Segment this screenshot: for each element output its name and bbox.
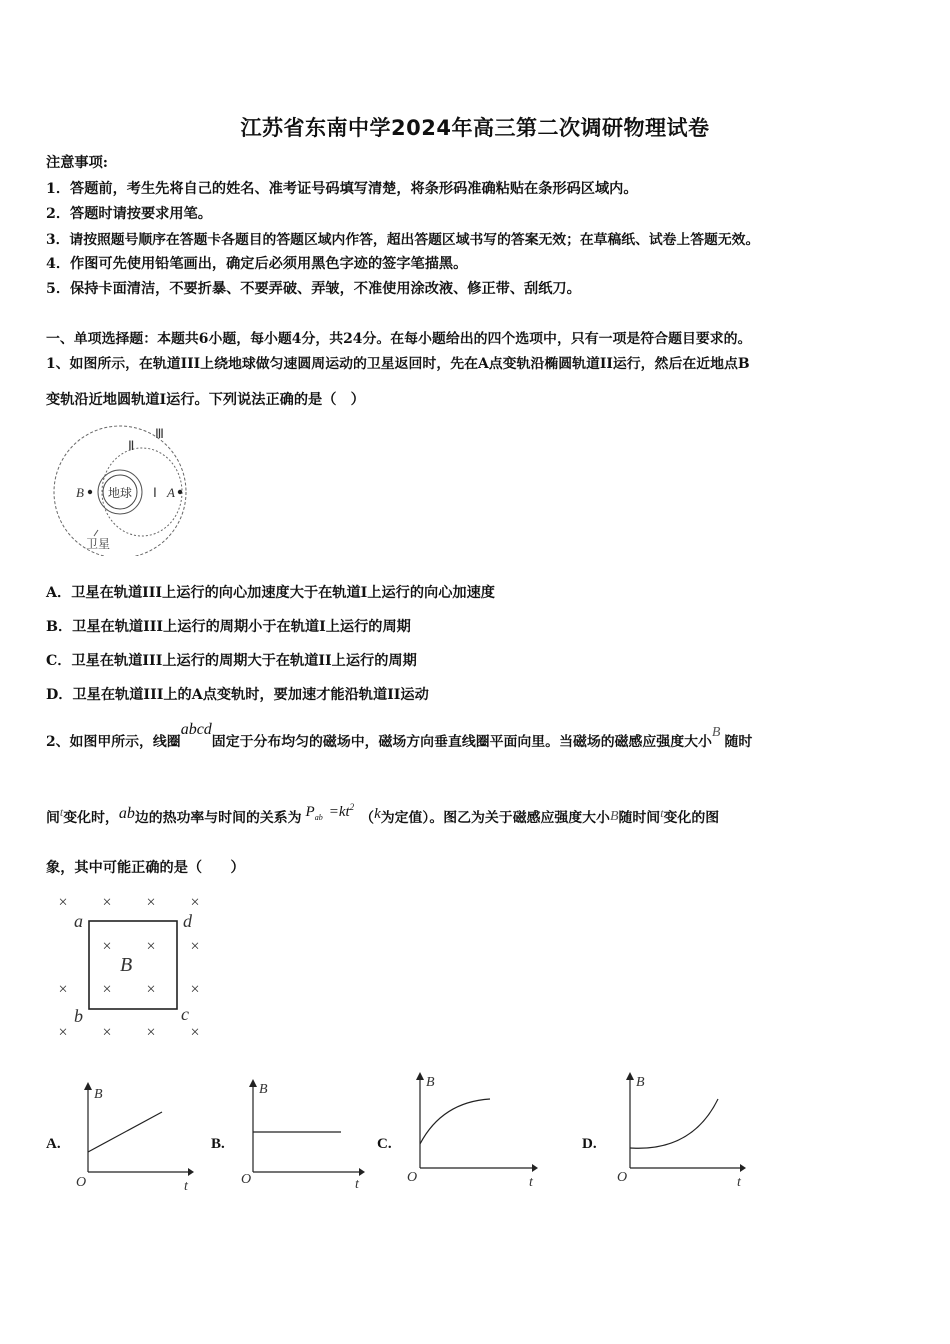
field-cross: × [190,938,200,955]
field-cross: × [58,1024,68,1040]
satellite-label: 卫星 [86,537,111,551]
page-title: 江苏省东南中学2024年高三第二次调研物理试卷 [240,116,710,140]
orbit-II-label: Ⅱ [128,438,135,453]
svg-text:t: t [355,1177,359,1192]
svg-text:O: O [76,1175,87,1190]
svg-text:t: t [184,1179,188,1192]
var-abcd: abcd [180,721,212,738]
point-A [178,490,182,494]
field-cross: × [58,981,68,998]
formula: $P_{ab} =kt^2$ [305,802,355,822]
section-heading: 一、单项选择题：本题共6小题，每小题4分，共24分。在每小题给出的四个选项中，只有一项是符合题目要求的。 [46,331,752,347]
field-cross: × [146,1024,156,1040]
svg-text:B: B [94,1087,103,1102]
field-cross: × [102,981,112,998]
field-cross: × [190,894,200,911]
notice-item: 4．作图可先使用铅笔画出，确定后必须用黑色字迹的签字笔描黑。 [46,256,468,272]
svg-text:B: B [426,1075,435,1090]
graph-a [70,1078,200,1192]
svg-text:t: t [529,1175,533,1190]
q2-line3: 象，其中可能正确的是（ ） [46,860,245,876]
q1-option-b: B．卫星在轨道III上运行的周期小于在轨道I上运行的周期 [46,619,411,635]
point-B-label: B [76,485,84,500]
field-cross: × [102,938,112,955]
orbit-III-label: Ⅲ [155,426,164,441]
earth-label: 地球 [107,486,133,500]
field-cross: × [102,894,112,911]
q1-option-a: A．卫星在轨道III上运行的向心加速度大于在轨道I上运行的向心加速度 [46,585,495,601]
svg-text:O: O [407,1170,418,1185]
graph-option-b-label: B. [211,1136,225,1152]
notice-item: 5．保持卡面清洁，不要折暴、不要弄破、弄皱，不准使用涂改液、修正带、刮纸刀。 [46,281,581,297]
svg-text:t: t [737,1175,741,1190]
svg-text:O: O [617,1170,628,1185]
notice-item: 3．请按照题号顺序在答题卡各题目的答题区域内作答，超出答题区域书写的答案无效；在草稿纸、试卷上答题无效。 [46,232,760,248]
q1-orbit-figure [50,422,200,556]
graph-option-d-label: D. [582,1136,597,1152]
point-B [88,490,92,494]
q2-line2: 间t变化时，ab边的热功率与时间的关系为 $P_{ab} =kt^2(k$为定值）。图乙为关于磁感应强度大小B随时间t变化的图 [46,802,720,826]
q1-option-d: D．卫星在轨道III上的A点变轨时，要加速才能沿轨道II运动 [46,687,429,703]
svg-text:B: B [259,1082,268,1097]
field-cross: × [102,1024,112,1040]
field-label: B [120,954,133,976]
point-A-label: A [167,485,175,500]
field-cross: × [146,981,156,998]
q1-option-c: C．卫星在轨道III上运行的周期大于在轨道II上运行的周期 [46,653,417,669]
field-cross: × [146,938,156,955]
orbit-I-label: Ⅰ [153,485,157,500]
graph-b [235,1075,370,1192]
q2-coil-figure [50,890,210,1040]
graph-a-curve [88,1112,162,1152]
field-cross: × [58,894,68,911]
graph-c [400,1068,542,1192]
svg-text:O: O [241,1172,252,1187]
q2-line1: 2、如图甲所示，线圈abcd固定于分布均匀的磁场中，磁场方向垂直线圈平面向里。当磁场的磁感应强度大小B随时 [46,721,753,750]
field-cross: × [190,1024,200,1040]
corner-d: d [183,911,192,931]
notice-item: 2．答题时请按要求用笔。 [46,206,212,222]
corner-a: a [74,911,83,931]
notice-item: 1．答题前，考生先将自己的姓名、准考证号码填写清楚，将条形码准确粘贴在条形码区域内。 [46,181,638,197]
corner-b: b [74,1006,83,1026]
graph-d [610,1068,750,1192]
graph-c-curve [420,1099,490,1144]
satellite-pointer [94,530,98,536]
graph-option-c-label: C. [377,1136,392,1152]
corner-c: c [181,1004,189,1024]
field-cross: × [146,894,156,911]
svg-text:B: B [636,1075,645,1090]
graph-d-curve [630,1099,718,1148]
q1-text-line2: 变轨沿近地圆轨道I运行。下列说法正确的是（ ） [46,392,365,408]
q1-text-line1: 1、如图所示，在轨道III上绕地球做匀速圆周运动的卫星返回时，先在A点变轨沿椭圆轨道II运行，然后在近地点B [46,356,750,372]
var-B: B [711,725,721,740]
graph-option-a-label: A. [46,1136,61,1152]
notice-heading: 注意事项: [46,155,108,171]
field-cross: × [190,981,200,998]
